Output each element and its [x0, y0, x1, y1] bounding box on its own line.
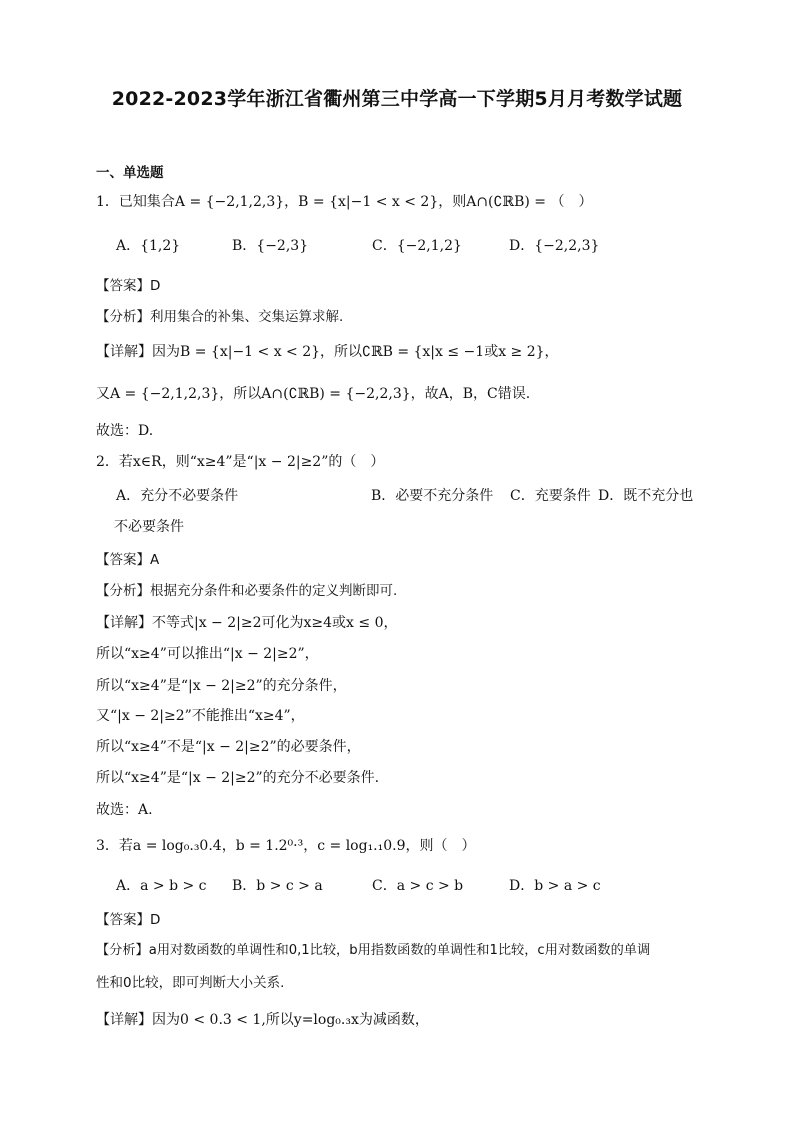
- q2-detail-line: 所以“x≥4”是“|x − 2|≥2”的充分条件，: [96, 678, 347, 694]
- q2-detail-line: 故选：A.: [96, 802, 153, 818]
- q3-detail-line: 【详解】因为0 < 0.3 < 1,所以y=log₀.₃x为减函数，: [96, 1012, 429, 1028]
- q1-option-a: A．{1,2}: [116, 238, 181, 254]
- q2-detail-line: 所以“x≥4”可以推出“|x − 2|≥2”，: [96, 646, 319, 662]
- q2-option-c: C．充要条件: [510, 488, 591, 504]
- q2-option-d-cont: 不必要条件: [114, 519, 184, 535]
- section-heading: 一、单选题: [96, 165, 164, 181]
- q2-option-b: B．必要不充分条件: [371, 488, 494, 504]
- q2-detail-line: 又“|x − 2|≥2”不能推出“x≥4”，: [96, 708, 305, 724]
- q2-analysis: 【分析】根据充分条件和必要条件的定义判断即可.: [96, 583, 398, 599]
- q1-option-d: D．{−2,2,3}: [509, 238, 600, 254]
- q2-detail-line: 所以“x≥4”是“|x − 2|≥2”的充分不必要条件.: [96, 770, 380, 786]
- q1-answer: 【答案】D: [96, 278, 161, 294]
- q1-stem: 1．已知集合A = {−2,1,2,3}，B = {x|−1 < x < 2}，则A∩(∁ℝB) = （ ）: [96, 194, 593, 210]
- q2-answer: 【答案】A: [96, 552, 160, 568]
- q3-option-c: C．a > c > b: [372, 878, 464, 894]
- page-title: 2022-2023学年浙江省衢州第三中学高一下学期5月月考数学试题: [111, 88, 683, 110]
- q1-detail-line: 又A = {−2,1,2,3}，所以A∩(∁ℝB) = {−2,2,3}，故A，B，C错误.: [96, 386, 531, 402]
- q1-detail-line: 故选：D.: [96, 423, 154, 439]
- q2-detail-line: 【详解】不等式|x − 2|≥2可化为x≥4或x ≤ 0，: [96, 615, 398, 631]
- q3-option-b: B．b > c > a: [232, 878, 323, 894]
- q1-option-c: C．{−2,1,2}: [372, 238, 462, 254]
- q3-answer: 【答案】D: [96, 912, 161, 928]
- q1-analysis: 【分析】利用集合的补集、交集运算求解.: [96, 309, 344, 325]
- q2-option-a: A．充分不必要条件: [116, 488, 239, 504]
- q2-detail-line: 所以“x≥4”不是“|x − 2|≥2”的必要条件，: [96, 739, 361, 755]
- q1-detail-line: 【详解】因为B = {x|−1 < x < 2}，所以∁ℝB = {x|x ≤ −1或x ≥ 2}，: [96, 344, 559, 360]
- q2-stem: 2．若x∈R，则“x≥4”是“|x − 2|≥2”的（ ）: [96, 454, 385, 470]
- q3-analysis-cont: 性和0比较，即可判断大小关系.: [96, 975, 285, 991]
- q3-option-a: A．a > b > c: [116, 878, 207, 894]
- q1-option-b: B．{−2,3}: [232, 238, 309, 254]
- q3-option-d: D．b > a > c: [509, 878, 601, 894]
- q3-analysis: 【分析】a用对数函数的单调性和0,1比较，b用指数函数的单调性和1比较，c用对数函数的单调: [96, 943, 651, 958]
- q3-stem: 3．若a = log₀.₃0.4，b = 1.2⁰·³，c = log₁.₁0.9，则（ ）: [96, 838, 476, 854]
- q2-option-d: D．既不充分也: [598, 488, 694, 504]
